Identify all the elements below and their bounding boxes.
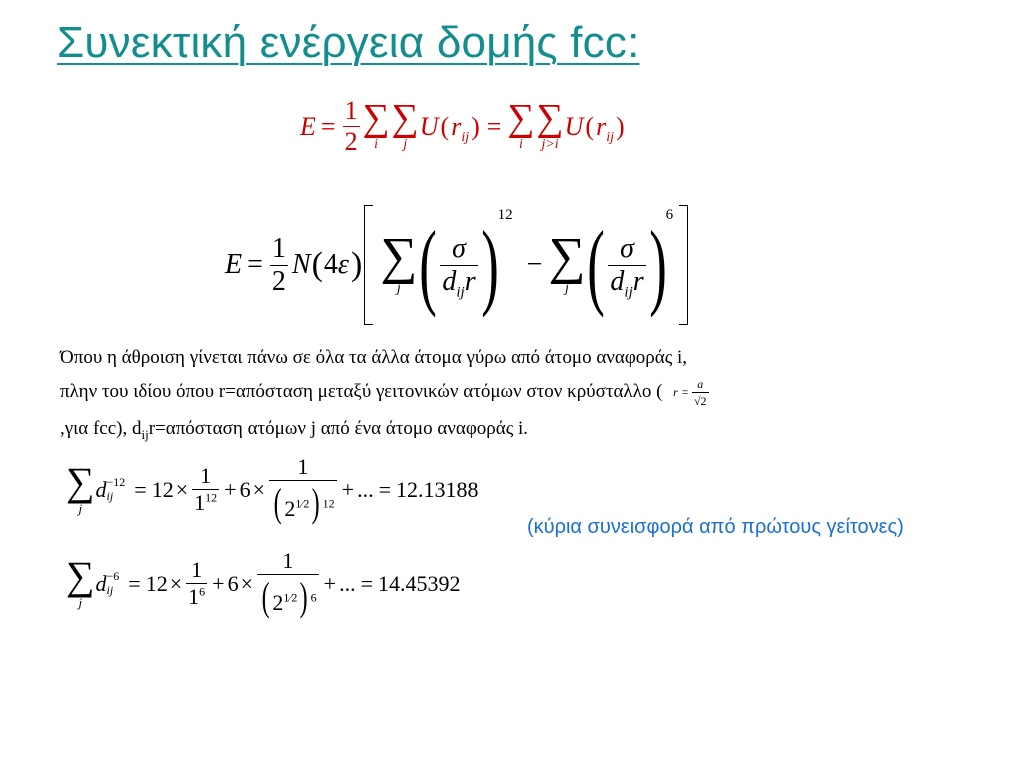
sum-d6-result: 14.45392 — [378, 570, 461, 596]
equation-sum-d12: ∑ j d −12 ij = 12 × $\frac{1}{1^{12}}$ + 6 × $\frac{1}{( 2^{1⁄2}) ^{12}}$ + ... = 12.13188 — [66, 454, 479, 525]
left-square-bracket — [364, 205, 373, 325]
inline-formula-r: r = $\frac{a}{√2}$ — [673, 377, 707, 408]
right-square-bracket — [679, 205, 688, 325]
paragraph-line-1: Όπου η άθροιση γίνεται πάνω σε όλα τα άλλα άτομα γύρω από άτομο αναφοράς i, — [60, 347, 688, 368]
sum-d12-result: 12.13188 — [396, 476, 479, 502]
paragraph-line-2-text: πλην του ιδίου όπου r=απόσταση μεταξύ γειτονικών ατόμων στον κρύσταλλο ( — [60, 380, 663, 402]
note-first-neighbours: (κύρια συνεισφορά από πρώτους γείτονες) — [527, 516, 904, 538]
equation-sum-d6: ∑ j d −6 ij = 12 × $\frac{1}{1^6}$ + 6 × $\frac{1}{( 2^{1⁄2}) ^6}$ + ... = 14.45392 — [66, 548, 461, 619]
equation-energy-pairs: E = $\frac{1}{2}$ ∑ i ∑ j U ( $r_{ij}$ ) = ∑ i ∑ j>i U ( $r_{ij}$ ) — [300, 96, 625, 156]
slide-title: Συνεκτική ενέργεια δομής fcc: — [57, 18, 640, 67]
paragraph-line-3: ,για fcc), $d_{ij}r=\alpha\pi ό\sigma\tau\alpha\sigma\eta$ ατόμων j από ένα άτομο αναφοράς i. — [60, 418, 529, 442]
paragraph-line-2 — [60, 378, 711, 407]
equation-lennard-jones-energy: E = $\frac{1}{2}$ N ( 4 ε ) ∑ j ( $\frac{\sigma}{d_{ij}r}$ ) 12 − ∑ j ( $\frac{\sigma}{d_{ij}r}$ ) 6 — [225, 205, 688, 325]
